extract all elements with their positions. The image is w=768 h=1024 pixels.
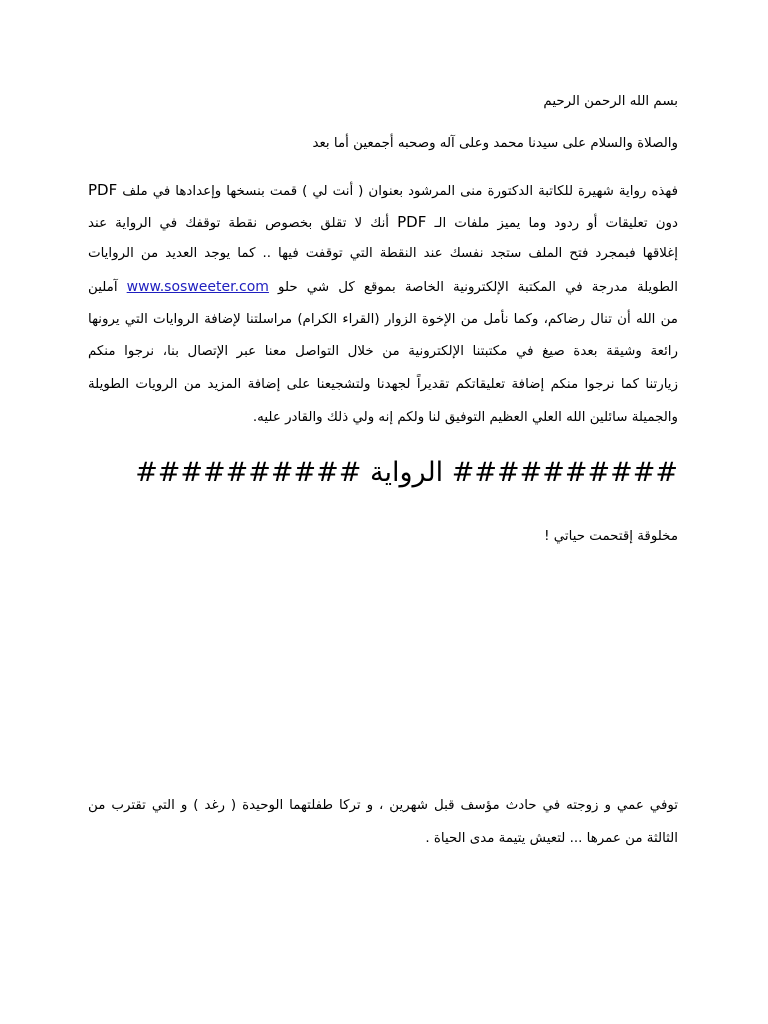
preface-line-2: دون تعليقات أو ردود وما يميز ملفات الـ PDF أنك لا تقلق بخصوص نقطة توقفك في الرواية عند <box>88 213 678 231</box>
sosweeter-link[interactable]: www.sosweeter.com <box>126 279 269 295</box>
preface-line-3: إغلاقها فبمجرد فتح الملف ستجد نفسك عند النقطة التي توقفت فيها .. كما يوجد العديد من الروايات <box>88 246 678 261</box>
preface-line-8: والجميلة سائلين الله العلي العظيم التوفيق لنا ولكم إنه ولي ذلك والقادر عليه. <box>252 410 678 425</box>
preface-line-1: فهذه رواية شهيرة للكاتبة الدكتورة منى المرشود بعنوان ( أنت لي ) قمت بنسخها وإعدادها في ملف PDF <box>88 181 679 199</box>
salutation: والصلاة والسلام على سيدنا محمد وعلى آله وصحبه أجمعين أما بعد <box>312 136 678 151</box>
preface-line-7: زيارتنا كما نرجوا منكم إضافة تعليقاتكم تقديراً لجهدنا ولتشجيعنا على إضافة المزيد من الرويات الطويلة <box>88 377 678 392</box>
story-line-1: توفي عمي و زوجته في حادث مؤسف قبل شهرين ، و تركا طفلتهما الوحيدة ( رغد ) و التي تقترب من <box>88 798 678 813</box>
basmala: بسم الله الرحمن الرحيم <box>543 94 678 109</box>
preface-line-4: الطويلة مدرجة في المكتبة الإلكترونية الخاصة بموقع كل شي حلو www.sosweeter.com آملين <box>88 279 678 295</box>
chapter-title: مخلوقة إقتحمت حياتي ! <box>544 529 678 544</box>
preface-line-5: من الله أن تنال رضاكم، وكما نأمل من الإخوة الزوار (القراء الكرام) مراسلتنا لإضافة الروايات التي يرونها <box>88 312 678 327</box>
novel-heading: ########## الرواية ########## <box>135 457 678 488</box>
preface-line-6: رائعة وشيقة بعدة صيغ في مكتبتنا الإلكترونية من خلال التواصل معنا عبر الإتصال بنا، نرجوا منكم <box>88 344 678 359</box>
story-line-2: الثالثة من عمرها ... لتعيش يتيمة مدى الحياة . <box>425 831 678 846</box>
